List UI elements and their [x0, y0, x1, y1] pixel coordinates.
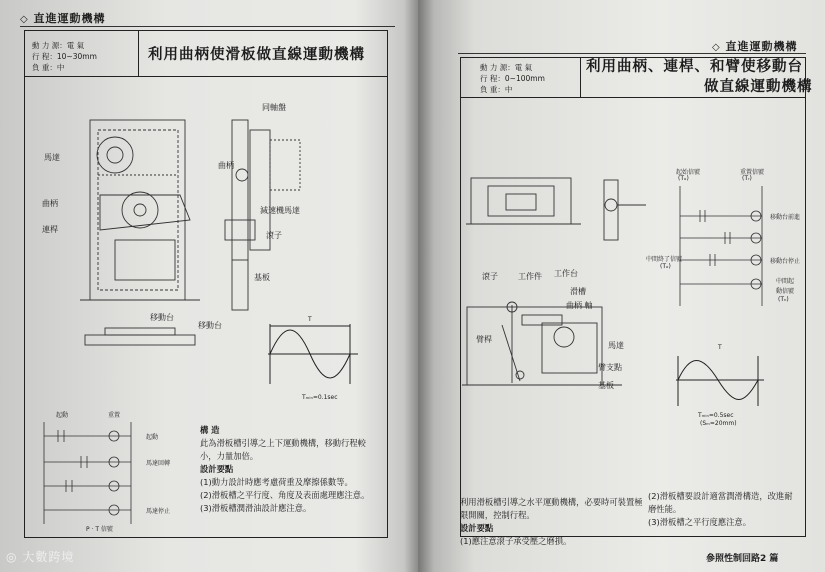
ladder-rung-mid-start-b: 動信號 [776, 288, 795, 295]
ladder-reset-signal: 重置信號 [740, 169, 765, 176]
label-roller: 滾子 [266, 231, 282, 240]
spec-load: 負 重：中 [480, 85, 513, 94]
label-crank-side: 曲柄 [218, 161, 234, 170]
ladder-rung-mid-sub: (Tₙ) [778, 296, 789, 303]
label-time-note-r1: Tₘᵢₙ=0.5sec [698, 412, 734, 419]
right-top-mechanism [466, 160, 656, 250]
ladder-rung-forward: 移動台前進 [770, 214, 801, 221]
right-description-right [648, 490, 798, 529]
design-point-3: (3)滑板槽潤滑油設計應注意。 [200, 503, 312, 513]
left-spec-block [32, 40, 97, 73]
design-point-1: (1)動力設計時應考慮荷重及摩擦係數等。 [200, 477, 353, 487]
right-description-body: 利用滑板槽引導之水平運動機構，必要時可裝置極限開關，控制行程。 [460, 497, 643, 520]
label-base: 基板 [254, 273, 270, 282]
ladder-rung-2: 馬達回轉 [146, 460, 171, 467]
right-page-title-line-2: 做直線運動機構 [704, 79, 813, 95]
ladder-start-signal: 起始信號 [676, 169, 701, 176]
ladder-mid-signal-sub: (Tₒ) [660, 263, 671, 270]
ladder-stop: 重置 [108, 412, 121, 419]
label-moving-table: 移動台 [150, 313, 174, 322]
label-roller-r: 滾子 [482, 272, 498, 281]
book-gutter [404, 0, 434, 572]
left-header-divider [24, 76, 387, 77]
label-motor-r: 馬達 [608, 341, 624, 350]
ladder-start-signal-sub: (Tₒ) [678, 175, 689, 182]
spec-power: 動 力 源：電 氣 [32, 41, 85, 50]
right-description-left [460, 496, 646, 548]
spec-power: 動 力 源：電 氣 [480, 63, 533, 72]
label-link: 連桿 [42, 225, 58, 234]
label-reducer-motor: 減速機馬達 [260, 206, 300, 215]
right-header-divider [460, 97, 805, 98]
design-point-2: (2)滑板槽之平行度、角度及表面處理應注意。 [200, 490, 370, 500]
right-running-head: ◇ 直進運動機構 [712, 40, 798, 53]
ladder-start: 起動 [56, 412, 69, 419]
left-running-rule [20, 26, 395, 27]
left-header-split [138, 31, 139, 77]
label-time-note: Tₘᵢₙ=0.1sec [302, 394, 338, 401]
right-design-heading: 設計要點 [460, 523, 494, 533]
ladder-rung-3: 馬達停止 [146, 508, 171, 515]
ladder-bottom-note: P · T 信號 [86, 526, 113, 533]
label-period: T [308, 316, 312, 323]
right-page-footer: 參照性制回路2 篇 [706, 554, 779, 564]
ladder-reset-signal-sub: (Tᵣ) [742, 175, 752, 182]
ladder-rung-1: 起動 [146, 434, 159, 441]
left-waveform [262, 318, 362, 390]
right-page-title-line-1: 利用曲柄、連桿、和臂使移動台 [586, 59, 803, 75]
ladder-rung-mid-start: 中間起 [776, 278, 795, 285]
label-arm: 臂桿 [476, 335, 492, 344]
design-heading: 設計要點 [200, 464, 234, 474]
structure-heading: 構 造 [200, 425, 220, 435]
watermark: ◎ 大數跨境 [6, 550, 75, 564]
right-design-point-2: (2)滑板槽要設計適當潤滑構造，改進耐磨性能。 [648, 491, 793, 514]
structure-body: 此為滑板槽引導之上下運動機構，移動行程較小，力量加倍。 [200, 438, 366, 461]
ladder-rung-stop: 移動台停止 [770, 258, 801, 265]
label-base-r: 基板 [598, 381, 614, 390]
label-slot: 滑槽 [570, 287, 586, 296]
left-running-head: ◇ 直進運動機構 [20, 12, 106, 25]
spec-stroke: 行 程：10~30mm [32, 52, 97, 61]
left-page-title: 利用曲柄使滑板做直線運動機構 [148, 47, 365, 63]
label-worktable: 工作台 [554, 269, 578, 278]
label-time-note-r2: (Sₘ=20mm) [700, 420, 737, 427]
right-ladder-diagram [670, 176, 800, 316]
label-crank: 曲柄 [42, 199, 58, 208]
label-motor: 馬達 [44, 153, 60, 162]
watermark-logo-icon: ◎ [6, 550, 18, 564]
right-header-split [580, 58, 581, 98]
label-workpiece: 工作件 [518, 272, 542, 281]
label-period-r: T [718, 344, 722, 351]
ladder-mid-signal: 中間終了信號 [646, 256, 683, 263]
diamond-icon: ◇ [20, 14, 29, 25]
label-arm-support: 臂支點 [598, 363, 622, 372]
diamond-icon: ◇ [712, 42, 721, 53]
right-spec-block [480, 62, 545, 95]
right-waveform [672, 352, 768, 410]
spec-load: 負 重：中 [32, 63, 65, 72]
label-crank-axis: 曲柄 軸 [566, 301, 593, 310]
label-moving-table-2: 移動台 [198, 321, 222, 330]
spec-stroke: 行 程：0~100mm [480, 74, 545, 83]
left-description [200, 424, 378, 515]
label-guide: 同軸盤 [262, 103, 286, 112]
right-running-rule [458, 53, 806, 54]
right-design-point-3: (3)滑板槽之平行度應注意。 [648, 517, 752, 527]
right-design-point-1: (1)應注意滾子承受壓之磨損。 [460, 536, 572, 546]
